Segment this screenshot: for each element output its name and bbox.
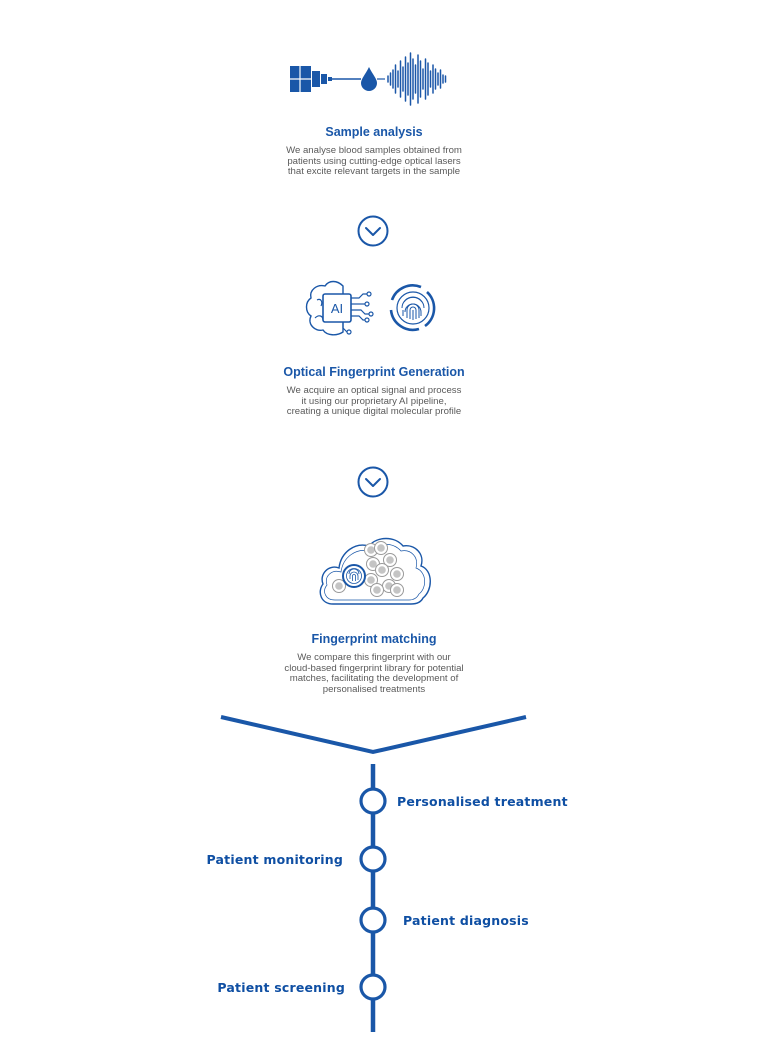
timeline-label-patient-diagnosis: Patient diagnosis [403, 913, 529, 928]
laser-blood-waveform-icon [285, 52, 465, 112]
step-description-sample-analysis: We analyse blood samples obtained from patients using cutting-edge optical lasers that excite relevant targets in the sample [286, 145, 462, 178]
ai-brain-fingerprint-icon [303, 278, 443, 338]
timeline-diagram [0, 712, 768, 1042]
chevron-down-icon [357, 466, 389, 498]
step-title-sample-analysis: Sample analysis [325, 125, 423, 139]
timeline-label-patient-monitoring: Patient monitoring [206, 852, 343, 867]
timeline-node [361, 975, 385, 999]
timeline-label-patient-screening: Patient screening [217, 980, 345, 995]
timeline-node [361, 789, 385, 813]
ai-label: AI [330, 301, 344, 316]
chevron-down-icon [357, 215, 389, 247]
funnel-line [221, 717, 526, 752]
timeline-node [361, 847, 385, 871]
timeline-label-personalised-treatment: Personalised treatment [397, 794, 568, 809]
step-title-fingerprint-matching: Fingerprint matching [311, 632, 437, 646]
cloud-fingerprint-library-icon [315, 530, 435, 610]
step-title-optical-fingerprint: Optical Fingerprint Generation [283, 365, 465, 379]
timeline-node [361, 908, 385, 932]
step-description-optical-fingerprint: We acquire an optical signal and process it using our proprietary AI pipeline, creating a unique digital molecular profile [286, 385, 462, 418]
step-description-fingerprint-matching: We compare this fingerprint with our cloud-based fingerprint library for potential matches, facilitating the development of personalised treatments [284, 652, 464, 695]
